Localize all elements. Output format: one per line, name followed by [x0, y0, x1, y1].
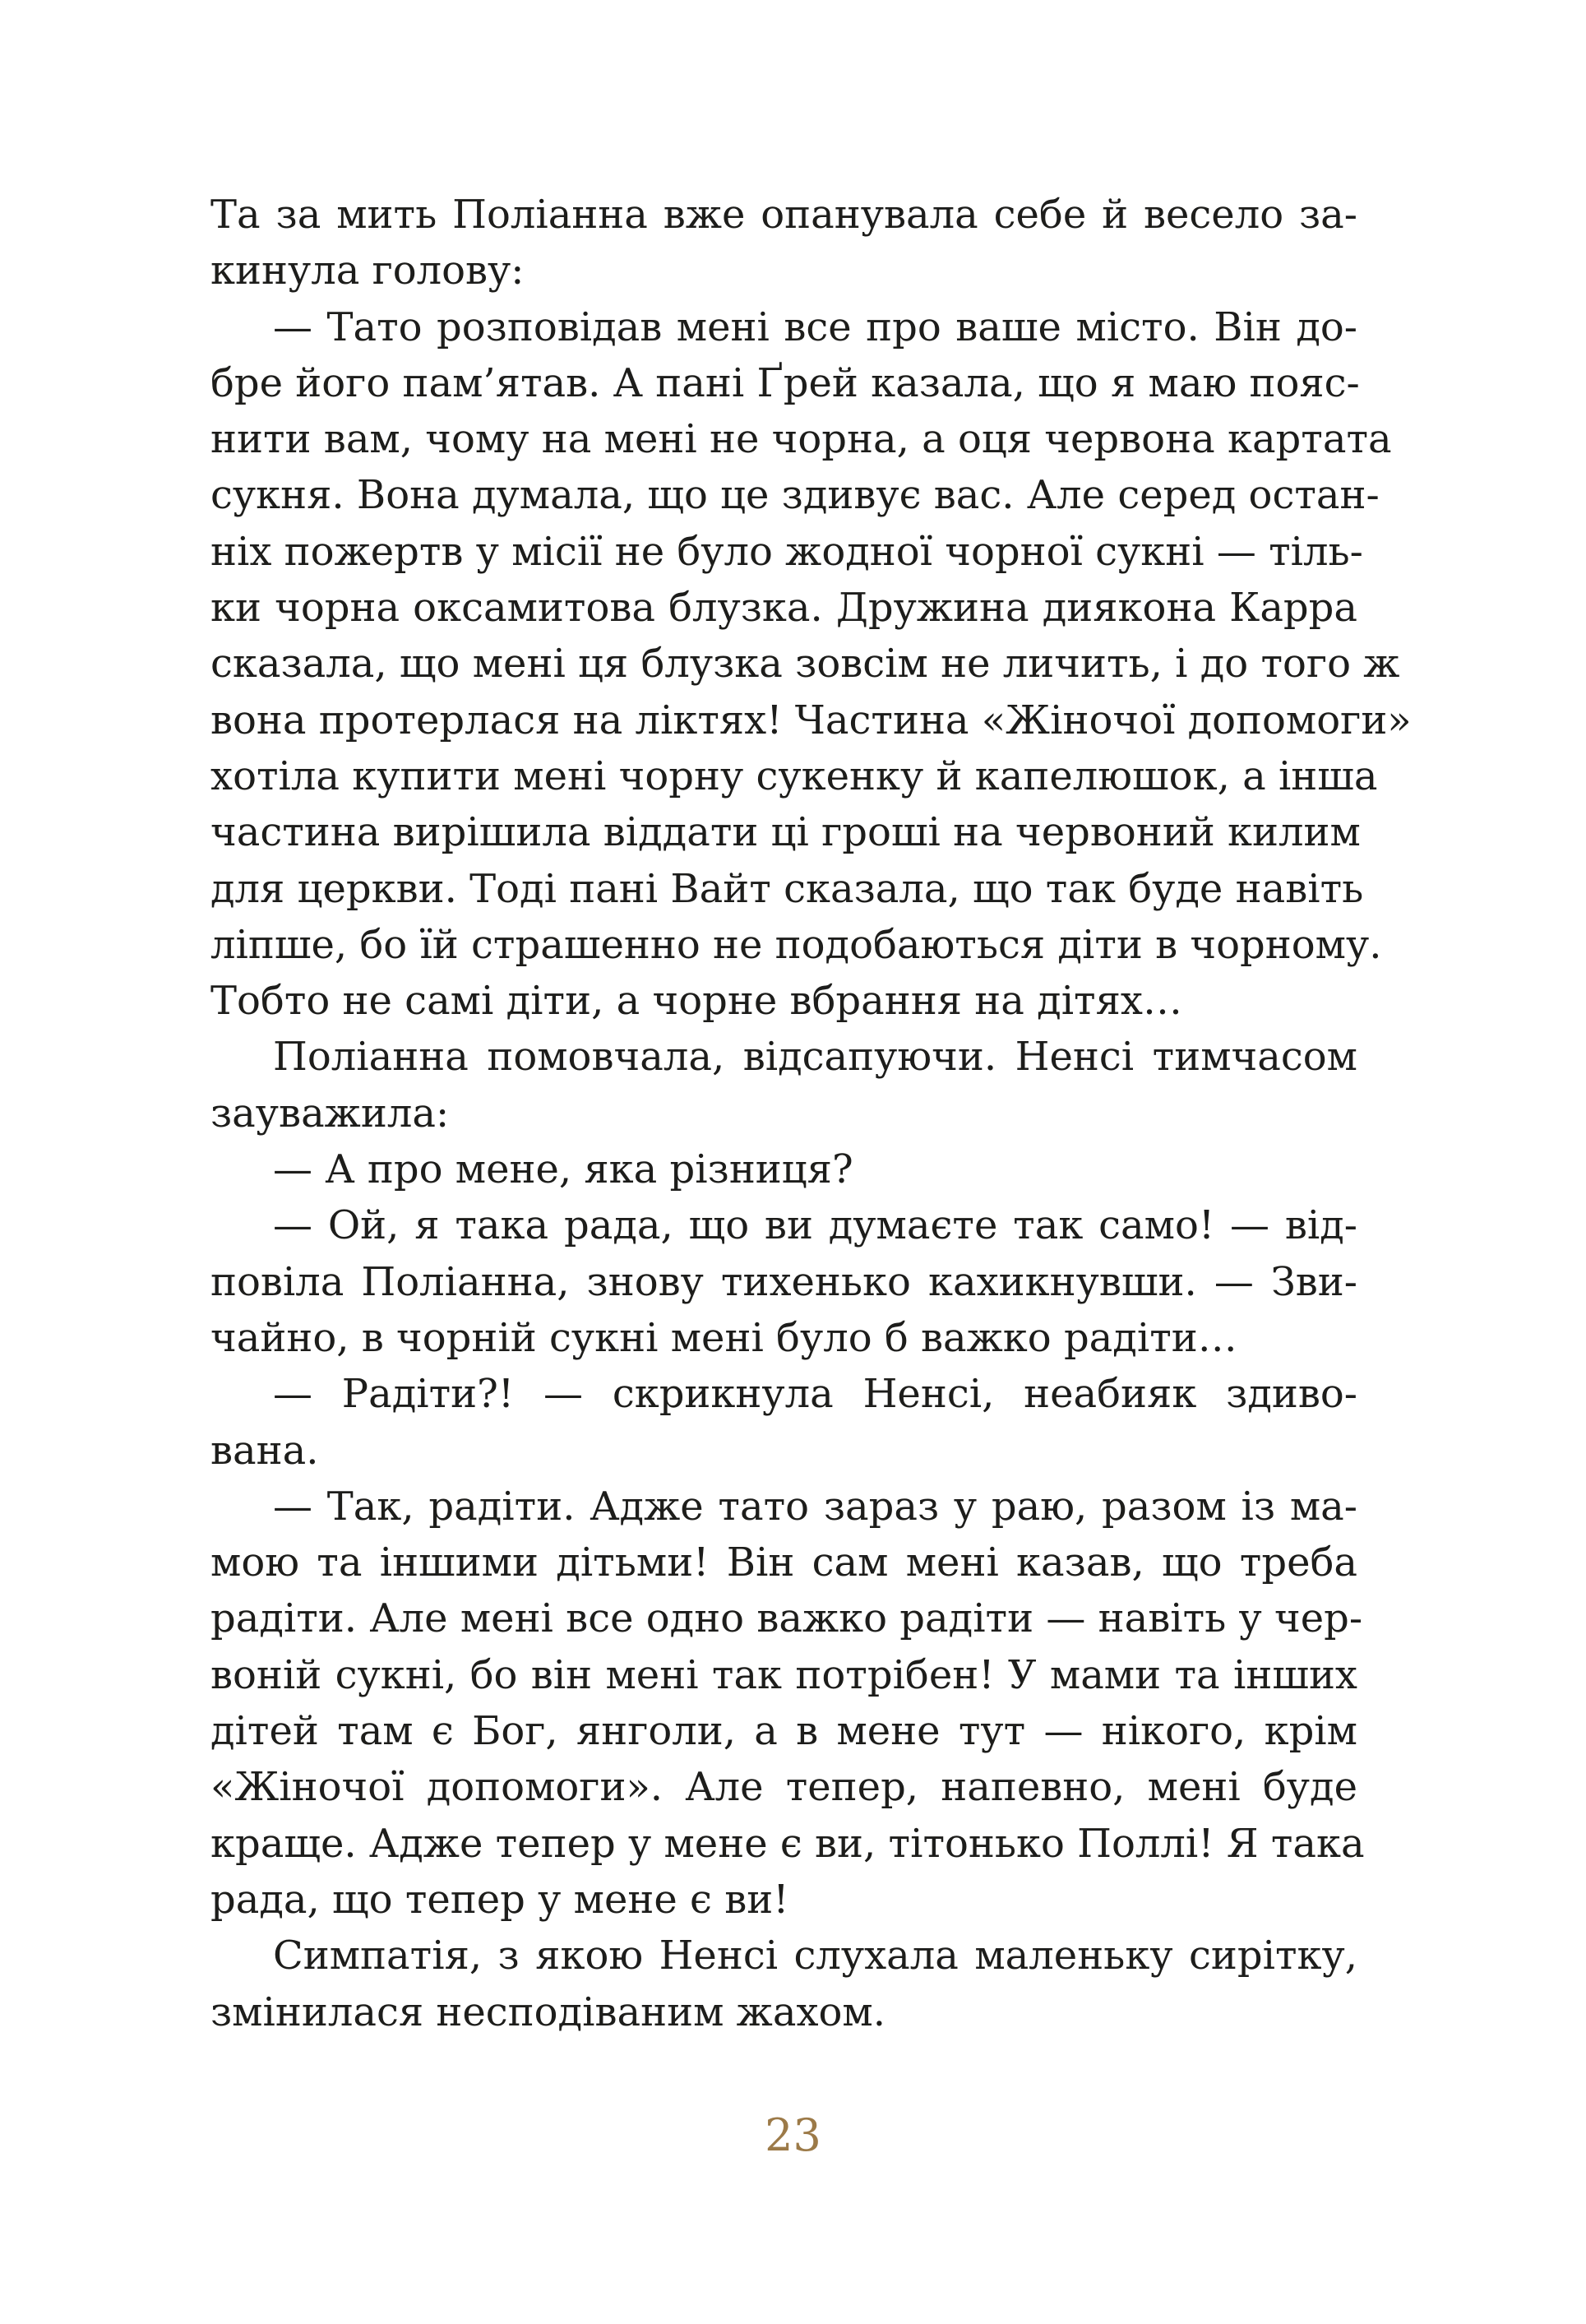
text-line: радіти. Але мені все одно важко радіти — навіть у чер- [210, 1595, 1363, 1642]
text-line: — Тато розповідав мені все про ваше місто. Він до- [273, 303, 1357, 350]
text-line: бре його пам’ятав. А пані Ґрей казала, що я маю пояс- [210, 359, 1360, 406]
text-line: кинула голову: [210, 248, 525, 294]
text-line: сукня. Вона думала, що це здивує вас. Але серед остан- [210, 472, 1380, 519]
text-line: вона протерлася на ліктях! Частина «Жіночої допомоги» [210, 697, 1412, 743]
text-line: Та за мить Поліанна вже опанувала себе й весело за- [210, 192, 1357, 238]
text-line: Симпатія, з якою Ненсі слухала маленьку сирітку, [273, 1933, 1357, 1979]
text-line: ліпше, бо їй страшенно не подобаються діти в чорному. [210, 921, 1382, 968]
text-line: для церкви. Тоді пані Вайт сказала, що так буде навіть [210, 865, 1364, 912]
text-line: Поліанна помовчала, відсапуючи. Ненсі тимчасом [273, 1034, 1357, 1081]
text-line: хотіла купити мені чорну сукенку й капелюшок, а інша [210, 752, 1378, 799]
text-line: змінилася несподіваним жахом. [210, 1988, 886, 2035]
text-line: воній сукні, бо він мені так потрібен! У мами та інших [210, 1651, 1357, 1698]
page-number: 23 [765, 2109, 821, 2161]
text-line: — Радіти?! — скрикнула Ненсі, неабияк здиво- [273, 1371, 1357, 1418]
text-line: мою та іншими дітьми! Він сам мені казав, що треба [210, 1539, 1357, 1586]
text-line: Тобто не самі діти, а чорне вбрання на дітях… [210, 978, 1182, 1025]
text-line: ки чорна оксамитова блузка. Дружина диякона Карра [210, 585, 1357, 632]
text-line: частина вирішила віддати ці гроші на червоний килим [210, 809, 1361, 856]
text-line: дітей там є Бог, янголи, а в мене тут — нікого, крім [210, 1708, 1357, 1755]
text-line: повіла Поліанна, знову тихенько кахикнувши. — Зви- [210, 1258, 1357, 1305]
text-line: сказала, що мені ця блузка зовсім не личить, і до того ж [210, 641, 1400, 687]
text-line: — А про мене, яка різниця? [273, 1146, 853, 1193]
text-line: чайно, в чорній сукні мені було б важко радіти… [210, 1314, 1237, 1361]
text-line: — Ой, я така рада, що ви думаєте так само! — від- [273, 1202, 1357, 1249]
text-line: рада, що тепер у мене є ви! [210, 1876, 789, 1923]
text-line: зауважила: [210, 1090, 450, 1137]
text-line: нити вам, чому на мені не чорна, а оця червона картата [210, 416, 1392, 463]
text-line: вана. [210, 1427, 319, 1474]
text-line: краще. Адже тепер у мене є ви, тітонько Поллі! Я така [210, 1820, 1365, 1867]
text-line: — Так, радіти. Адже тато зараз у раю, разом із ма- [273, 1483, 1357, 1530]
text-line: «Жіночої допомоги». Але тепер, напевно, мені буде [210, 1764, 1357, 1811]
text-line: ніх пожертв у місії не було жодної чорної сукні — тіль- [210, 528, 1363, 575]
body-text [210, 187, 1412, 2040]
